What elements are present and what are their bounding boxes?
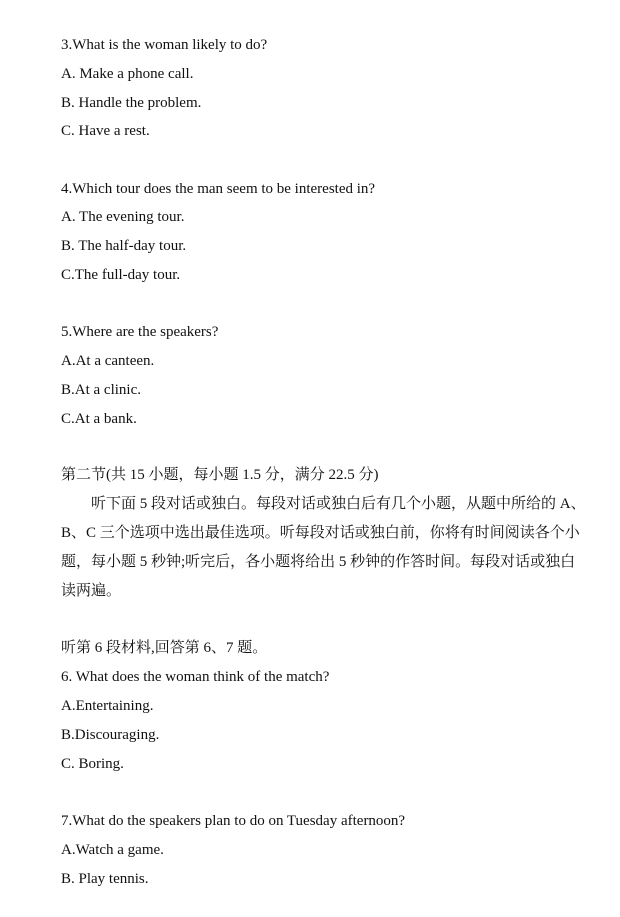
question-3-stem: 3.What is the woman likely to do? <box>61 37 268 53</box>
section-2-instruction-line: 题，每小题 5 秒钟;听完后，各小题将给出 5 秒钟的作答时间。每段对话或独白 <box>61 554 576 570</box>
question-7-stem: 7.What do the speakers plan to do on Tuesday afternoon? <box>61 813 406 829</box>
section-2-heading: 第二节(共 15 小题，每小题 1.5 分，满分 22.5 分) <box>61 467 379 483</box>
section-2-instruction-line: 读两遍。 <box>61 583 122 599</box>
question-4-option-c: C.The full-day tour. <box>61 267 181 283</box>
section-2-instruction-line: 听下面 5 段对话或独白。每段对话或独白后有几个小题，从题中所给的 A、 <box>61 496 586 512</box>
question-4-stem: 4.Which tour does the man seem to be interested in? <box>61 181 376 197</box>
question-3-option-a: A. Make a phone call. <box>61 66 194 82</box>
question-5-option-a: A.At a canteen. <box>61 353 155 369</box>
section-2-instruction-line: B、C 三个选项中选出最佳选项。听每段对话或独白前，你将有时间阅读各个小 <box>61 525 580 541</box>
question-5-option-b: B.At a clinic. <box>61 382 141 398</box>
question-7-option-b: B. Play tennis. <box>61 871 149 887</box>
question-5-stem: 5.Where are the speakers? <box>61 324 219 340</box>
question-7-option-a: A.Watch a game. <box>61 842 164 858</box>
question-6-option-c: C. Boring. <box>61 756 124 772</box>
question-3-option-c: C. Have a rest. <box>61 123 150 139</box>
question-6-stem: 6. What does the woman think of the match? <box>61 669 330 685</box>
material-6-intro: 听第 6 段材料,回答第 6、7 题。 <box>61 640 268 656</box>
question-6-option-b: B.Discouraging. <box>61 727 160 743</box>
question-3-option-b: B. Handle the problem. <box>61 95 202 111</box>
question-6-option-a: A.Entertaining. <box>61 698 154 714</box>
question-4-option-a: A. The evening tour. <box>61 209 185 225</box>
question-5-option-c: C.At a bank. <box>61 411 137 427</box>
question-4-option-b: B. The half-day tour. <box>61 238 187 254</box>
